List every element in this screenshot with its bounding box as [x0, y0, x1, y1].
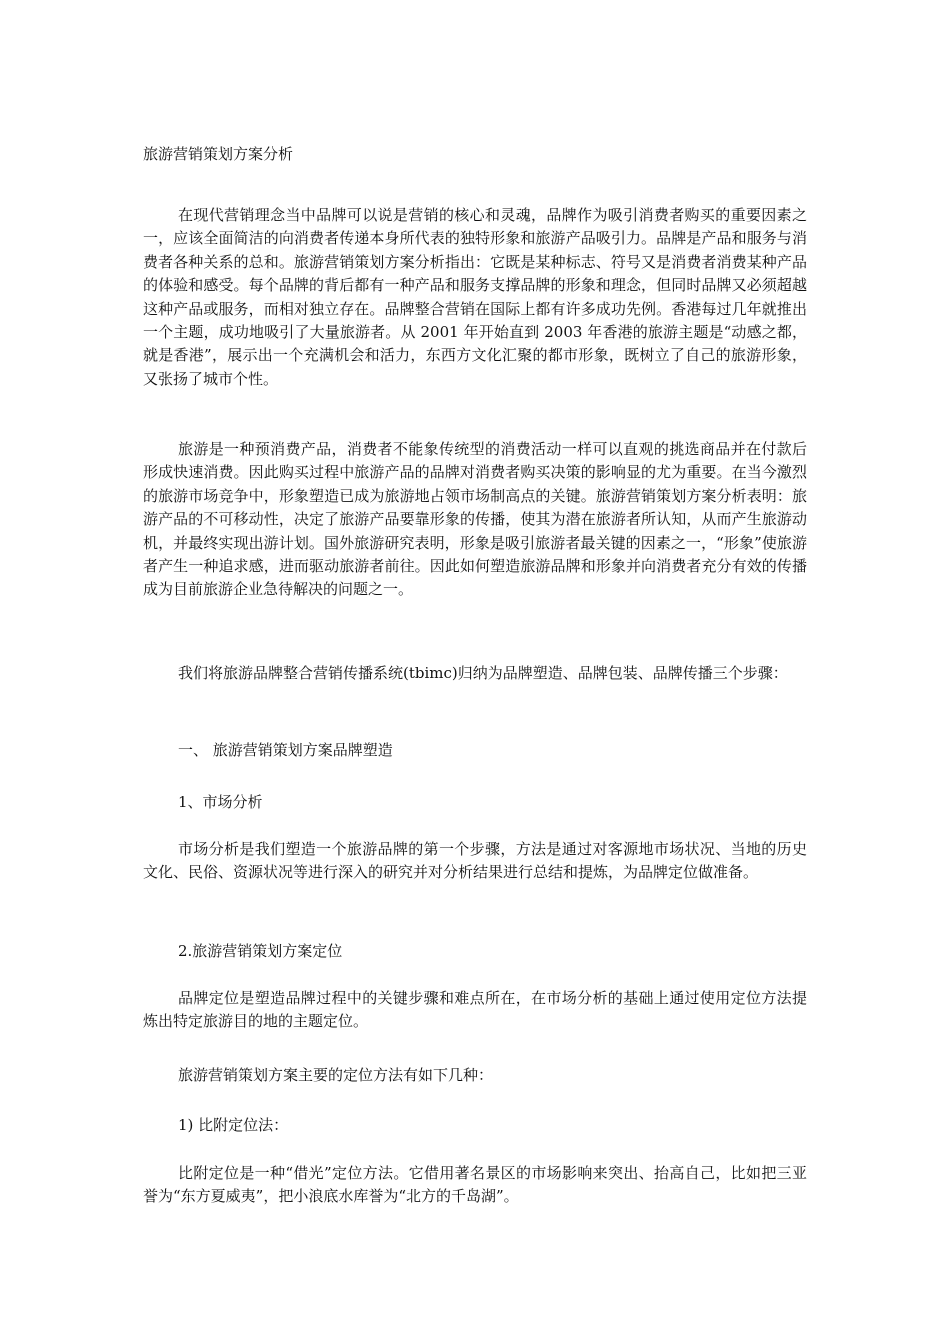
methods-intro: 旅游营销策划方案主要的定位方法有如下几种： — [178, 1066, 494, 1084]
paragraph-tourism-consumption: 旅游是一种预消费产品，消费者不能象传统型的消费活动一样可以直观的挑选商品并在付款后形成快速消费。因此购买过程中旅游产品的品牌对消费者购买决策的影响显的尤为重要。在当今激烈的旅游市场竞争中，形象塑造已成为旅游地占领市场制高点的关键。旅游营销策划方案分析表明：旅游产品的不可移动性，决定了旅游产品要靠形象的传播，使其为潜在旅游者所认知，从而产生旅游动机，并最终实现出游计划。国外旅游研究表明，形象是吸引旅游者最关键的因素之一，“形象”使旅游者产生一种追求感，进而驱动旅游者前往。因此如何塑造旅游品牌和形象并向消费者充分有效的传播成为目前旅游企业急待解决的问题之一。 — [143, 440, 807, 599]
paragraph-brand-intro: 在现代营销理念当中品牌可以说是营销的核心和灵魂，品牌作为吸引消费者购买的重要因素之一，应该全面简洁的向消费者传递本身所代表的独特形象和旅游产品吸引力。品牌是产品和服务与消费者各种关系的总和。旅游营销策划方案分析指出：它既是某种标志、符号又是消费者消费某种产品的体验和感受。每个品牌的背后都有一种产品和服务支撑品牌的形象和理念，但同时品牌又必须超越这种产品或服务，而相对独立存在。品牌整合营销在国际上都有许多成功先例。香港每过几年就推出一个主题，成功地吸引了大量旅游者。从 2001 年开始直到 2003 年香港的旅游主题是“动感之都，就是香港”，展示出一个充满机会和活力，东西方文化汇聚的都市形象，既树立了自己的旅游形象，又张扬了城市个性。 — [143, 206, 807, 388]
section-heading-brand-building: 一、 旅游营销策划方案品牌塑造 — [178, 741, 393, 759]
paragraph-tbimc-steps: 我们将旅游品牌整合营销传播系统(tbimc)归纳为品牌塑造、品牌包装、品牌传播三个步骤： — [178, 664, 788, 682]
method-heading-comparison: 1) 比附定位法： — [178, 1116, 289, 1134]
subheading-market-analysis: 1、市场分析 — [178, 793, 263, 811]
paragraph-comparison-method: 比附定位是一种“借光”定位方法。它借用著名景区的市场影响来突出、抬高自己，比如把三亚誉为“东方夏威夷”，把小浪底水库誉为“北方的千岛湖”。 — [143, 1164, 807, 1206]
paragraph-market-analysis: 市场分析是我们塑造一个旅游品牌的第一个步骤，方法是通过对客源地市场状况、当地的历史文化、民俗、资源状况等进行深入的研究并对分析结果进行总结和提炼，为品牌定位做准备。 — [143, 840, 807, 882]
subheading-positioning: 2.旅游营销策划方案定位 — [178, 942, 343, 960]
paragraph-positioning: 品牌定位是塑造品牌过程中的关键步骤和难点所在，在市场分析的基础上通过使用定位方法提炼出特定旅游目的地的主题定位。 — [143, 989, 807, 1031]
document-title: 旅游营销策划方案分析 — [143, 145, 294, 163]
